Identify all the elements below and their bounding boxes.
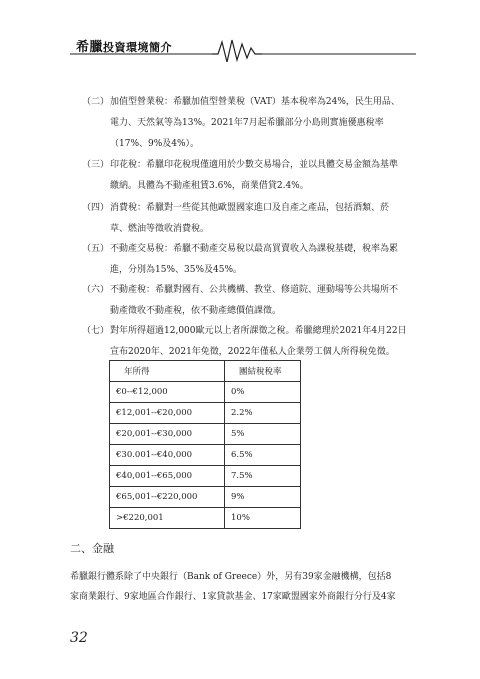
table-row	[110, 445, 301, 466]
item-text-line: 加值型營業稅：希臘加值型營業稅（VAT）基本稅率為24%，民生用品、	[110, 97, 400, 107]
list-item-solidarity-tax	[82, 325, 422, 361]
income-bracket-cell: €30.001--€40,000	[110, 445, 225, 466]
tax-rate-cell: 5%	[225, 424, 301, 445]
table-header-row	[110, 361, 301, 382]
header-decoration-line	[0, 32, 480, 62]
list-item-excise-tax	[82, 202, 422, 238]
column-header-income: 年所得	[110, 361, 225, 382]
page-header	[0, 32, 480, 62]
item-text-line: 電力、天然氣等為13%。2021年7月起希臘部分小島則實施優惠稅率	[110, 118, 384, 128]
item-number: （七）	[82, 326, 110, 336]
table-row	[110, 403, 301, 424]
list-item-property-tax	[82, 284, 422, 320]
solidarity-tax-table	[109, 360, 301, 529]
item-text-line: （17%、9%及4%）。	[110, 139, 200, 149]
item-text-line: 不動產交易稅：希臘不動產交易稅以最高買賣收入為課稅基礎，稅率為累	[110, 244, 399, 254]
income-bracket-cell: €12,001--€20,000	[110, 403, 225, 424]
table-row	[110, 508, 301, 529]
income-bracket-cell: €65,001--€220,000	[110, 487, 225, 508]
column-header-rate: 團結稅稅率	[225, 361, 301, 382]
list-item-property-transfer-tax	[82, 243, 422, 279]
table-row	[110, 487, 301, 508]
section-heading-finance: 二、金融	[70, 542, 114, 555]
item-text-line: 宣布2020年、2021年免徵，2022年僅私人企業勞工個人所得稅免徵。	[110, 347, 395, 357]
item-number: （六）	[82, 285, 110, 295]
header-title-country: 希臘	[76, 40, 104, 55]
item-text-line: 印花稅：希臘印花稅現僅適用於少數交易場合，並以具體交易金額為基準	[110, 160, 399, 170]
tax-rate-cell: 6.5%	[225, 445, 301, 466]
tax-rate-cell: 2.2%	[225, 403, 301, 424]
page-number: 32	[70, 630, 88, 646]
table-row	[110, 466, 301, 487]
item-number: （三）	[82, 160, 110, 170]
income-bracket-cell: €20,001--€30,000	[110, 424, 225, 445]
item-number: （二）	[82, 97, 110, 107]
income-bracket-cell: €0--€12,000	[110, 382, 225, 403]
table-row	[110, 382, 301, 403]
income-bracket-cell: >€220,001	[110, 508, 225, 529]
item-text-line: 進，分別為15%、35%及45%。	[110, 265, 243, 275]
tax-rate-cell: 7.5%	[225, 466, 301, 487]
item-text-line: 對年所得超過12,000歐元以上者所課徵之稅。希臘總理於2021年4月22日	[110, 326, 407, 336]
income-bracket-cell: €40,001--€65,000	[110, 466, 225, 487]
item-text-line: 繳納。具體為不動產租賃3.6%，商業借貸2.4%。	[110, 181, 309, 191]
paragraph-line: 希臘銀行體系除了中央銀行（Bank of Greece）外，另有39家金融機構，包括8	[70, 572, 392, 582]
item-text-line: 草、燃油等徵收消費稅。	[110, 224, 210, 234]
item-text-line: 消費稅：希臘對一些從其他歐盟國家進口及自產之產品，包括酒類、菸	[110, 203, 390, 213]
list-item-stamp-duty	[82, 159, 422, 195]
item-number: （五）	[82, 244, 110, 254]
item-text-line: 動產徵收不動產稅，依不動產總價值課徵。	[110, 306, 282, 316]
table-row	[110, 424, 301, 445]
item-number: （四）	[82, 203, 110, 213]
tax-rate-cell: 0%	[225, 382, 301, 403]
header-title-subject: 投資環境簡介	[103, 41, 173, 54]
list-item-vat	[82, 96, 422, 152]
item-text-line: 不動產稅：希臘對國有、公共機構、教堂、修道院、運動場等公共場所不	[110, 285, 399, 295]
tax-rate-cell: 10%	[225, 508, 301, 529]
paragraph-line: 家商業銀行、9家地區合作銀行、1家貸款基金、17家歐盟國家外商銀行分行及4家	[70, 592, 396, 602]
tax-rate-cell: 9%	[225, 487, 301, 508]
